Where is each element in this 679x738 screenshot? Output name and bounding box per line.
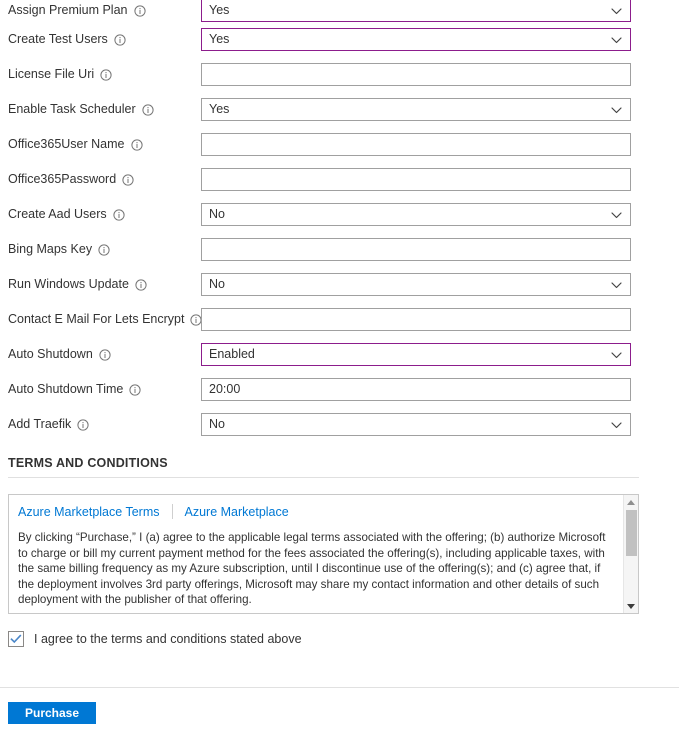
- field-label-text: Add Traefik: [8, 417, 72, 432]
- field-label-text: Assign Premium Plan: [8, 3, 128, 18]
- agree-terms-row[interactable]: [8, 631, 679, 647]
- form-row: [0, 0, 679, 22]
- form-row: [0, 57, 679, 92]
- info-icon[interactable]: [114, 34, 126, 46]
- field-label-text: Auto Shutdown Time: [8, 382, 124, 397]
- info-icon[interactable]: [113, 209, 125, 221]
- field-label-text: Create Test Users: [8, 32, 108, 47]
- form-row: [0, 372, 679, 407]
- chevron-down-icon: [610, 208, 623, 221]
- field-dropdown[interactable]: [201, 0, 631, 22]
- field-label: [0, 68, 201, 81]
- form-row: [0, 22, 679, 57]
- info-icon[interactable]: [129, 384, 141, 396]
- agree-terms-label: I agree to the terms and conditions stated above: [34, 632, 302, 646]
- field-dropdown[interactable]: [201, 413, 631, 436]
- field-text-input[interactable]: [201, 133, 631, 156]
- info-icon[interactable]: [122, 174, 134, 186]
- scroll-up-arrow-icon[interactable]: [624, 495, 638, 509]
- field-text-input[interactable]: [201, 63, 631, 86]
- info-icon[interactable]: [99, 349, 111, 361]
- field-label-text: Bing Maps Key: [8, 242, 93, 257]
- field-label-text: Enable Task Scheduler: [8, 102, 136, 117]
- field-label: [0, 278, 201, 291]
- chevron-down-icon: [610, 33, 623, 46]
- field-label: [0, 418, 201, 431]
- info-icon[interactable]: [142, 104, 154, 116]
- form-row: [0, 267, 679, 302]
- field-label: [0, 173, 201, 186]
- field-dropdown[interactable]: [201, 98, 631, 121]
- field-label: [0, 138, 201, 151]
- field-value: Yes: [209, 33, 230, 46]
- field-dropdown[interactable]: [201, 28, 631, 51]
- field-label-text: License File Uri: [8, 67, 95, 82]
- field-dropdown[interactable]: [201, 343, 631, 366]
- chevron-down-icon: [610, 278, 623, 291]
- field-text-input[interactable]: [201, 308, 631, 331]
- terms-text-box[interactable]: [8, 494, 639, 614]
- form-row: [0, 162, 679, 197]
- scrollbar-thumb[interactable]: [626, 510, 637, 556]
- field-label-text: Auto Shutdown: [8, 347, 93, 362]
- field-label: [0, 208, 201, 221]
- form-row: [0, 232, 679, 267]
- field-value: Yes: [209, 4, 230, 17]
- form-row: [0, 337, 679, 372]
- info-icon[interactable]: [98, 244, 110, 256]
- field-value: No: [209, 208, 225, 221]
- form-row: [0, 127, 679, 162]
- info-icon[interactable]: [135, 279, 147, 291]
- field-dropdown[interactable]: [201, 203, 631, 226]
- terms-scrollbar[interactable]: [623, 495, 638, 613]
- form-row: [0, 302, 679, 337]
- field-label-text: Create Aad Users: [8, 207, 107, 222]
- field-label: [0, 348, 201, 361]
- chevron-down-icon: [610, 4, 623, 17]
- field-value: 20:00: [209, 383, 241, 396]
- terms-section-title: TERMS AND CONDITIONS: [8, 456, 168, 470]
- footer-divider: [0, 687, 679, 688]
- field-label-text: Office365Password: [8, 172, 117, 187]
- field-value: No: [209, 278, 225, 291]
- chevron-down-icon: [610, 348, 623, 361]
- agree-terms-checkbox[interactable]: [8, 631, 24, 647]
- info-icon[interactable]: [77, 419, 89, 431]
- info-icon[interactable]: [134, 5, 146, 17]
- field-label-text: Office365User Name: [8, 137, 125, 152]
- link-separator: [172, 504, 173, 519]
- field-text-input[interactable]: [201, 168, 631, 191]
- form-row: [0, 407, 679, 442]
- field-label-text: Contact E Mail For Lets Encrypt: [8, 312, 185, 327]
- info-icon[interactable]: [100, 69, 112, 81]
- field-value: Enabled: [209, 348, 255, 361]
- link-azure-marketplace[interactable]: Azure Marketplace: [184, 504, 289, 519]
- info-icon[interactable]: [131, 139, 143, 151]
- checkmark-icon: [10, 633, 22, 645]
- chevron-down-icon: [610, 418, 623, 431]
- field-text-input[interactable]: [201, 378, 631, 401]
- terms-and-conditions-section: [0, 456, 679, 647]
- field-dropdown[interactable]: [201, 273, 631, 296]
- form-row: [0, 92, 679, 127]
- field-label: [0, 33, 201, 46]
- chevron-down-icon: [610, 103, 623, 116]
- field-text-input[interactable]: [201, 238, 631, 261]
- field-label: [0, 0, 201, 22]
- terms-links: [9, 495, 638, 519]
- form-row: [0, 197, 679, 232]
- field-label: [0, 313, 201, 326]
- purchase-button[interactable]: Purchase: [8, 702, 96, 724]
- link-azure-marketplace-terms[interactable]: Azure Marketplace Terms: [18, 504, 160, 519]
- section-divider: [8, 477, 639, 478]
- field-label: [0, 383, 201, 396]
- field-label-text: Run Windows Update: [8, 277, 129, 292]
- field-label: [0, 243, 201, 256]
- scroll-down-arrow-icon[interactable]: [624, 599, 638, 613]
- field-label: [0, 103, 201, 116]
- field-value: No: [209, 418, 225, 431]
- terms-body-text: By clicking “Purchase,” I (a) agree to the applicable legal terms associated with the offering; (b) authorize Microsoft to charge or bill my current payment method for the fees associated the offering(s), including applicable taxes, with the same billing frequency as my Azure subscription, until I discontinue use of the offering(s); and (c) agree that, if the deployment involves 3rd party offerings, Microsoft may share my contact information and other details of such deployment with the publisher of that offering.: [18, 531, 606, 607]
- field-value: Yes: [209, 103, 230, 116]
